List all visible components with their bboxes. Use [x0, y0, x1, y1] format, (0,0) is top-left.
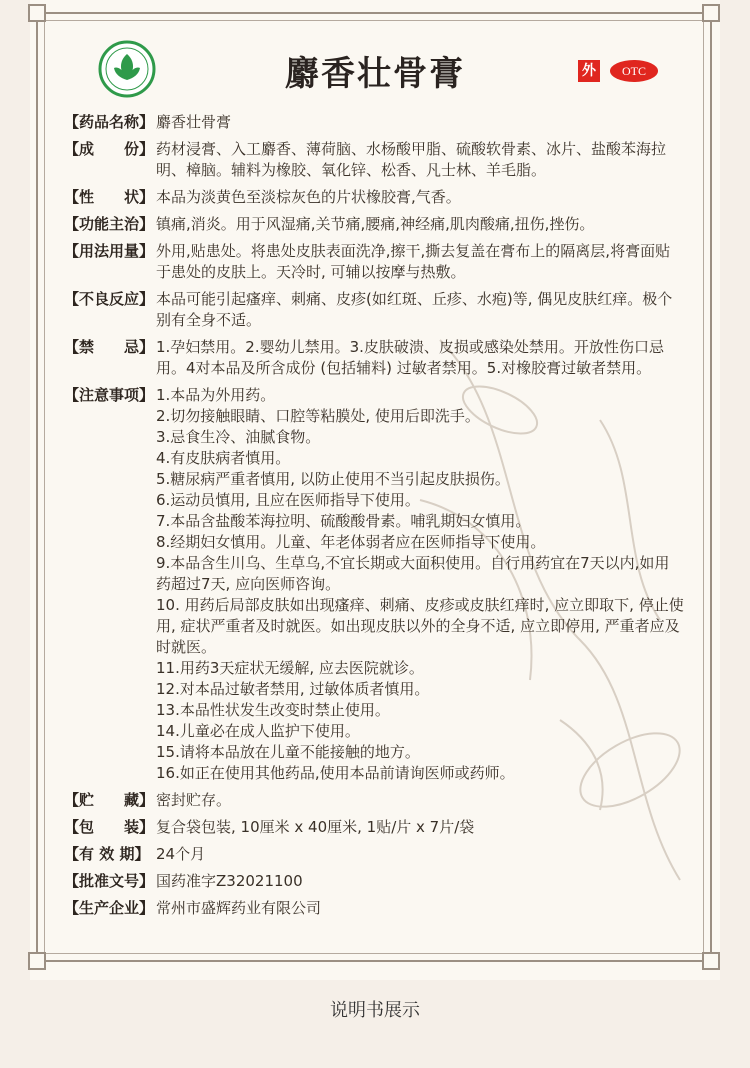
list-item: 9.本品含生川乌、生草乌,不宜长期或大面积使用。自行用药宜在7天以内,如用药超过7天, 应向医师咨询。 [156, 554, 670, 593]
section-ingredients [64, 139, 684, 181]
section-value: 外用,贴患处。将患处皮肤表面洗净,擦干,撕去复盖在膏布上的隔离层,将膏面贴于患处的皮肤上。天冷时, 可辅以按摩与热敷。 [156, 242, 671, 281]
section-value: 复合袋包装, 10厘米 x 40厘米, 1贴/片 x 7片/袋 [156, 818, 475, 836]
list-item: 1.本品为外用药。 [156, 386, 276, 404]
section-adverse [64, 289, 684, 331]
list-item: 12.对本品过敏者禁用, 过敏体质者慎用。 [156, 680, 430, 698]
list-item: 5.糖尿病严重者慎用, 以防止使用不当引起皮肤损伤。 [156, 470, 510, 488]
precautions-list [156, 385, 684, 784]
section-value: 镇痛,消炎。用于风湿痛,关节痛,腰痛,神经痛,肌肉酸痛,扭伤,挫伤。 [156, 215, 595, 233]
brand-logo [98, 40, 156, 98]
section-label: 【有 效 期】 [64, 845, 150, 863]
section-manufacturer [64, 898, 684, 919]
list-item: 15.请将本品放在儿童不能接触的地方。 [156, 743, 420, 761]
section-usage [64, 241, 684, 283]
section-label: 【包 装】 [64, 818, 155, 836]
list-item: 4.有皮肤病者慎用。 [156, 449, 291, 467]
section-approval [64, 871, 684, 892]
list-item: 6.运动员慎用, 且应在医师指导下使用。 [156, 491, 420, 509]
section-value: 常州市盛辉药业有限公司 [156, 899, 322, 917]
section-label: 【功能主治】 [64, 215, 155, 233]
section-storage [64, 790, 684, 811]
list-item: 14.儿童必在成人监护下使用。 [156, 722, 360, 740]
list-item: 3.忌食生冷、油腻食物。 [156, 428, 321, 446]
section-label: 【生产企业】 [64, 899, 155, 917]
external-use-badge: 外 [578, 60, 600, 82]
page-caption: 说明书展示 [330, 1000, 420, 1021]
section-value: 麝香壮骨膏 [156, 113, 232, 131]
list-item: 8.经期妇女慎用。儿童、年老体弱者应在医师指导下使用。 [156, 533, 546, 551]
section-appearance [64, 187, 684, 208]
corner-ornament [702, 4, 720, 22]
section-value: 密封贮存。 [156, 791, 232, 809]
section-value: 1.孕妇禁用。2.婴幼儿禁用。3.皮肤破溃、皮损或感染处禁用。开放性伤口忌用。4对本品及所含成份 (包括辅料) 过敏者禁用。5.对橡胶膏过敏者禁用。 [156, 338, 664, 377]
section-value: 本品为淡黄色至淡棕灰色的片状橡胶膏,气香。 [156, 188, 461, 206]
section-validity [64, 844, 684, 865]
section-name [64, 112, 684, 133]
product-title: 麝香壮骨膏 [285, 54, 465, 94]
section-value: 药材浸膏、入工麝香、薄荷脑、水杨酸甲脂、硫酸软骨素、冰片、盐酸苯海拉明、樟脑。辅料为橡胶、氧化锌、松香、凡士林、羊毛脂。 [156, 140, 667, 179]
corner-ornament [28, 952, 46, 970]
section-contraindications [64, 337, 684, 379]
list-item: 7.本品含盐酸苯海拉明、硫酸酸骨素。哺乳期妇女慎用。 [156, 512, 531, 530]
section-package [64, 817, 684, 838]
section-value: 本品可能引起瘙痒、刺痛、皮疹(如红斑、丘疹、水疱)等, 偶见皮肤红痒。极个别有全身不适。 [156, 290, 673, 329]
section-label: 【批准文号】 [64, 872, 155, 890]
section-label: 【禁 忌】 [64, 338, 155, 356]
list-item: 2.切勿接触眼睛、口腔等粘膜处, 使用后即洗手。 [156, 407, 480, 425]
section-value: 国药准字Z32021100 [156, 872, 303, 890]
instruction-sections [64, 112, 684, 925]
section-label: 【药品名称】 [64, 113, 155, 131]
section-label: 【性 状】 [64, 188, 155, 206]
list-item: 10. 用药后局部皮肤如出现瘙痒、刺痛、皮疹或皮肤红痒时, 应立即取下, 停止使用, 症状严重者及时就医。如出现皮肤以外的全身不适, 应立即停用, 严重者应及时就医。 [156, 596, 684, 656]
otc-badge: OTC [610, 60, 658, 82]
section-precautions [64, 385, 684, 784]
corner-ornament [28, 4, 46, 22]
section-value: 24个月 [156, 845, 206, 863]
list-item: 13.本品性状发生改变时禁止使用。 [156, 701, 390, 719]
corner-ornament [702, 952, 720, 970]
section-label: 【用法用量】 [64, 242, 155, 260]
section-label: 【不良反应】 [64, 290, 155, 308]
section-label: 【成 份】 [64, 140, 155, 158]
section-label: 【贮 藏】 [64, 791, 155, 809]
section-indications [64, 214, 684, 235]
list-item: 11.用药3天症状无缓解, 应去医院就诊。 [156, 659, 424, 677]
list-item: 16.如正在使用其他药品,使用本品前请询医师或药师。 [156, 764, 515, 782]
section-label: 【注意事项】 [64, 386, 155, 404]
